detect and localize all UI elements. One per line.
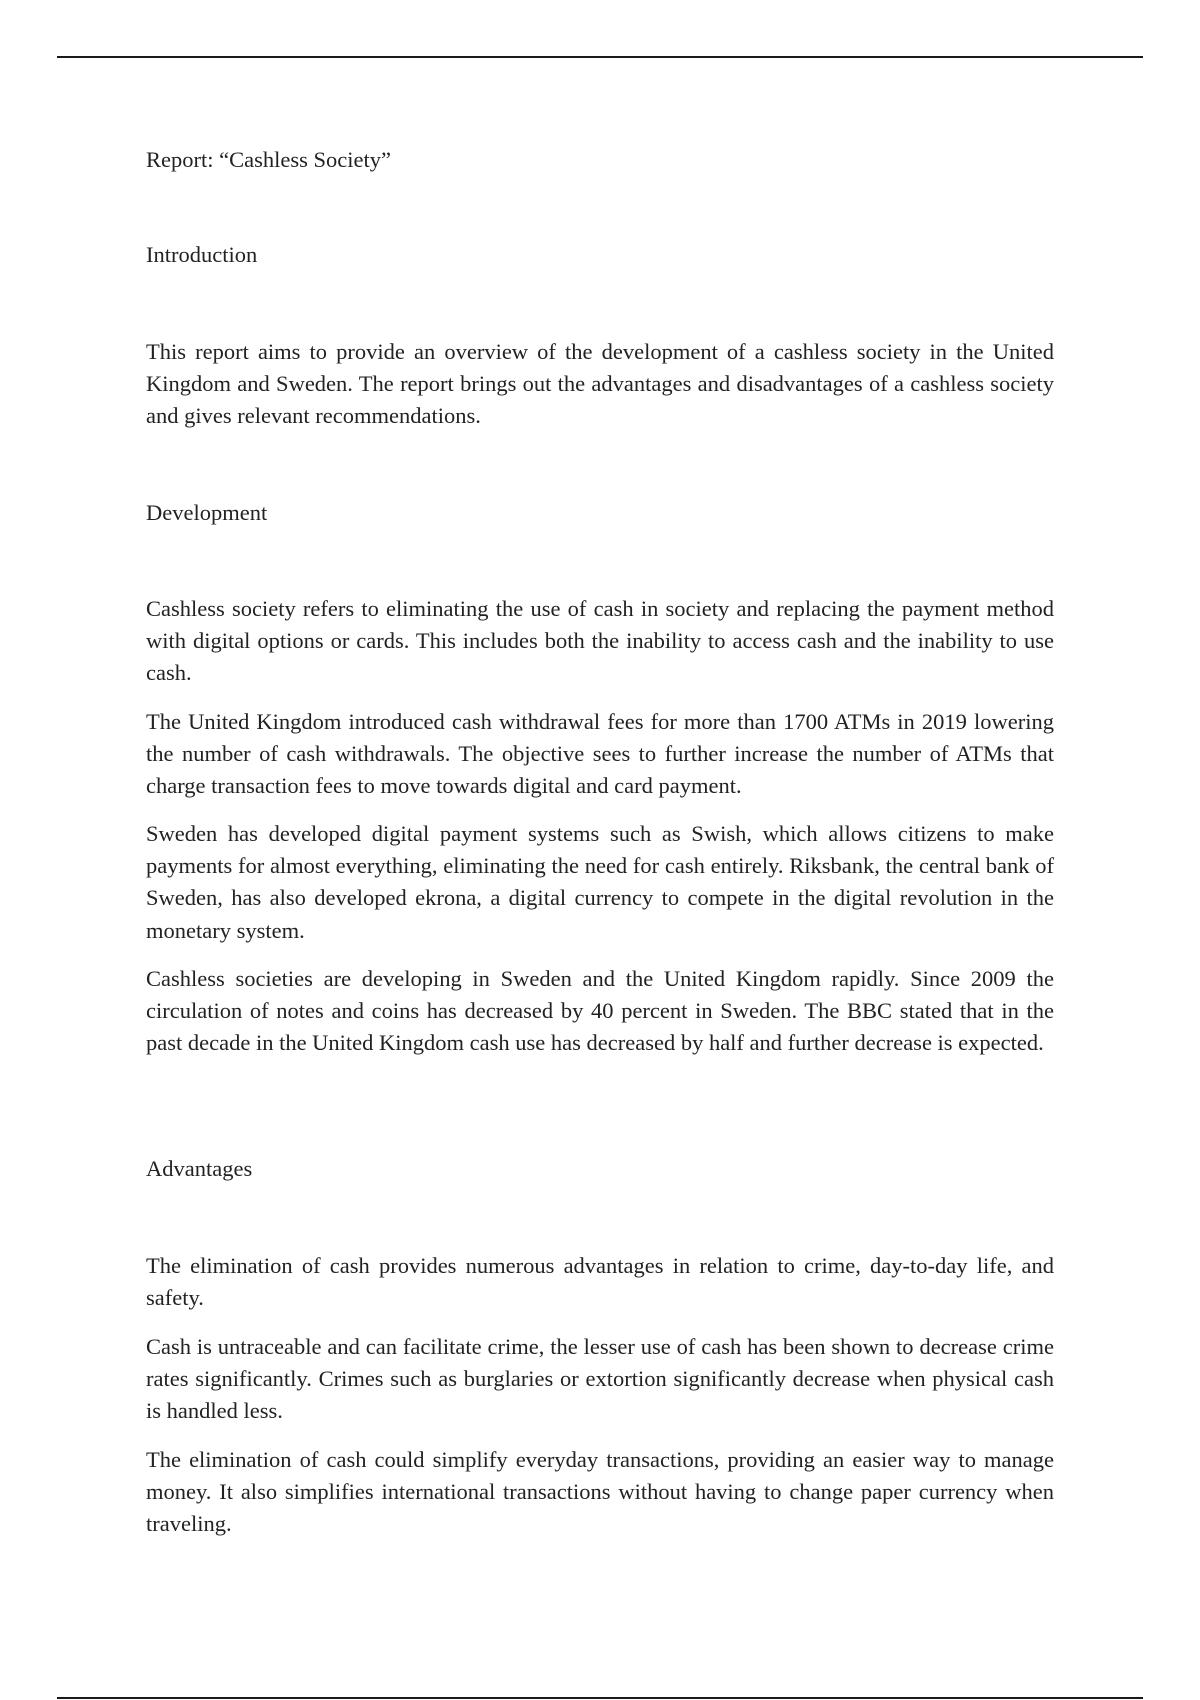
header-rule: [57, 56, 1143, 58]
development-paragraph-2: The United Kingdom introduced cash withdrawal fees for more than 1700 ATMs in 2019 lowering the number of cash withdrawals. The objective sees to further increase the number of ATMs that charge transaction fees to move towards digital and card payment.: [146, 709, 1054, 799]
heading-development: Development: [146, 500, 268, 525]
heading-advantages: Advantages: [146, 1156, 253, 1181]
intro-paragraph-1: This report aims to provide an overview of the development of a cashless society in the United Kingdom and Sweden. The report brings out the advantages and disadvantages of a cashless society and gives relevant recommendations.: [146, 339, 1054, 429]
report-title: Report: “Cashless Society”: [146, 147, 391, 172]
heading-introduction: Introduction: [146, 242, 258, 267]
footer-rule: [57, 1697, 1143, 1699]
development-paragraph-3: Sweden has developed digital payment systems such as Swish, which allows citizens to make payments for almost everything, eliminating the need for cash entirely. Riksbank, the central bank of Sweden, has also developed ekrona, a digital currency to compete in the digital revolution in the monetary system.: [146, 821, 1054, 943]
development-paragraph-1: Cashless society refers to eliminating the use of cash in society and replacing the payment method with digital options or cards. This includes both the inability to access cash and the inability to use cash.: [146, 596, 1054, 686]
advantages-paragraph-1: The elimination of cash provides numerous advantages in relation to crime, day-to-day life, and safety.: [146, 1253, 1054, 1311]
advantages-paragraph-2: Cash is untraceable and can facilitate crime, the lesser use of cash has been shown to decrease crime rates significantly. Crimes such as burglaries or extortion significantly decrease when physical cash is handled less.: [146, 1334, 1054, 1424]
development-paragraph-4: Cashless societies are developing in Sweden and the United Kingdom rapidly. Since 2009 the circulation of notes and coins has decreased by 40 percent in Sweden. The BBC stated that in the past decade in the United Kingdom cash use has decreased by half and further decrease is expected.: [146, 966, 1054, 1056]
advantages-paragraph-3: The elimination of cash could simplify everyday transactions, providing an easier way to manage money. It also simplifies international transactions without having to change paper currency when traveling.: [146, 1447, 1054, 1537]
